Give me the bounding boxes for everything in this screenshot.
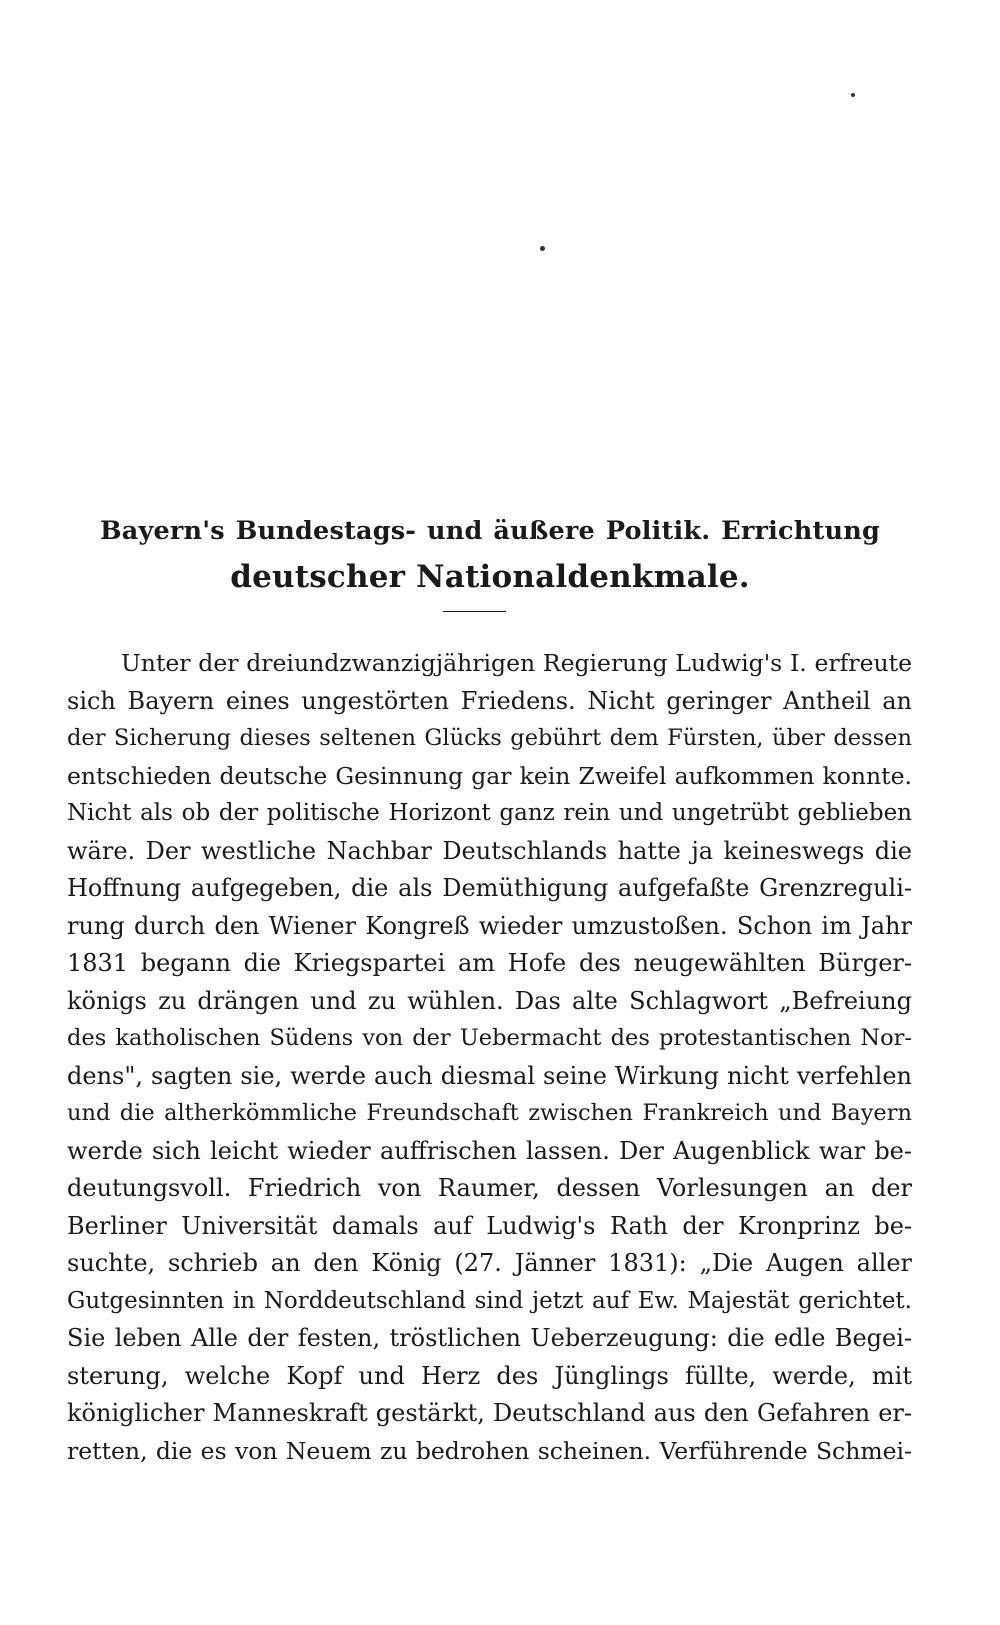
text-line: dens", sagten sie, werde auch diesmal seine Wirkung nicht verfehlen — [67, 1061, 912, 1090]
text-line: wäre. Der westliche Nachbar Deutschlands hatte ja keineswegs die — [67, 836, 912, 865]
print-speck — [851, 93, 855, 97]
text-line: Sie leben Alle der festen, tröstlichen Ueberzeugung: die edle Begei- — [67, 1324, 912, 1352]
text-line: rung durch den Wiener Kongreß wieder umzustoßen. Schon im Jahr — [67, 911, 912, 940]
text-line: und die altherkömmliche Freundschaft zwischen Frankreich und Bayern — [67, 1100, 912, 1126]
text-line: königs zu drängen und zu wühlen. Das alte Schlagwort „Befreiung — [67, 986, 912, 1015]
text-line: königlicher Manneskraft gestärkt, Deutschland aus den Gefahren er- — [67, 1399, 912, 1427]
text-line: suchte, schrieb an den König (27. Jänner 1831): „Die Augen aller — [67, 1249, 912, 1277]
text-line: sterung, welche Kopf und Herz des Jünglings füllte, werde, mit — [67, 1361, 912, 1390]
text-line: sich Bayern eines ungestörten Friedens. Nicht geringer Antheil an — [67, 686, 912, 715]
text-line: retten, die es von Neuem zu bedrohen scheinen. Verführende Schmei- — [67, 1436, 912, 1465]
body-paragraph — [67, 645, 912, 1470]
chapter-title — [100, 508, 880, 600]
text-line: Nicht als ob der politische Horizont ganz rein und ungetrübt geblieben — [67, 800, 912, 826]
text-line: Gutgesinnten in Norddeutschland sind jetzt auf Ew. Majestät gerichtet. — [67, 1287, 912, 1314]
text-line: deutungsvoll. Friedrich von Raumer, dessen Vorlesungen an der — [67, 1174, 912, 1202]
text-line: Berliner Universität damals auf Ludwig's Rath der Kronprinz be- — [67, 1211, 912, 1240]
chapter-title-line: deutscher Nationaldenkmale. — [230, 559, 750, 595]
print-speck — [540, 246, 545, 251]
title-divider — [443, 611, 506, 612]
text-line: Hoffnung aufgegeben, die als Demüthigung aufgefaßte Grenzreguli- — [67, 874, 912, 902]
text-line: entschieden deutsche Gesinnung gar kein Zweifel aufkommen konnte. — [67, 761, 912, 790]
text-line: werde sich leicht wieder auffrischen lassen. Der Augenblick war be- — [67, 1136, 912, 1165]
chapter-title-line: Bayern's Bundestags- und äußere Politik. Errichtung — [100, 516, 880, 546]
text-line: 1831 begann die Kriegspartei am Hofe des neugewählten Bürger- — [67, 949, 912, 977]
text-line: der Sicherung dieses seltenen Glücks gebührt dem Fürsten, über dessen — [67, 725, 912, 751]
text-line: des katholischen Südens von der Uebermacht des protestantischen Nor- — [67, 1025, 912, 1051]
text-line: Unter der dreiundzwanzigjährigen Regierung Ludwig's I. erfreute — [121, 649, 912, 677]
